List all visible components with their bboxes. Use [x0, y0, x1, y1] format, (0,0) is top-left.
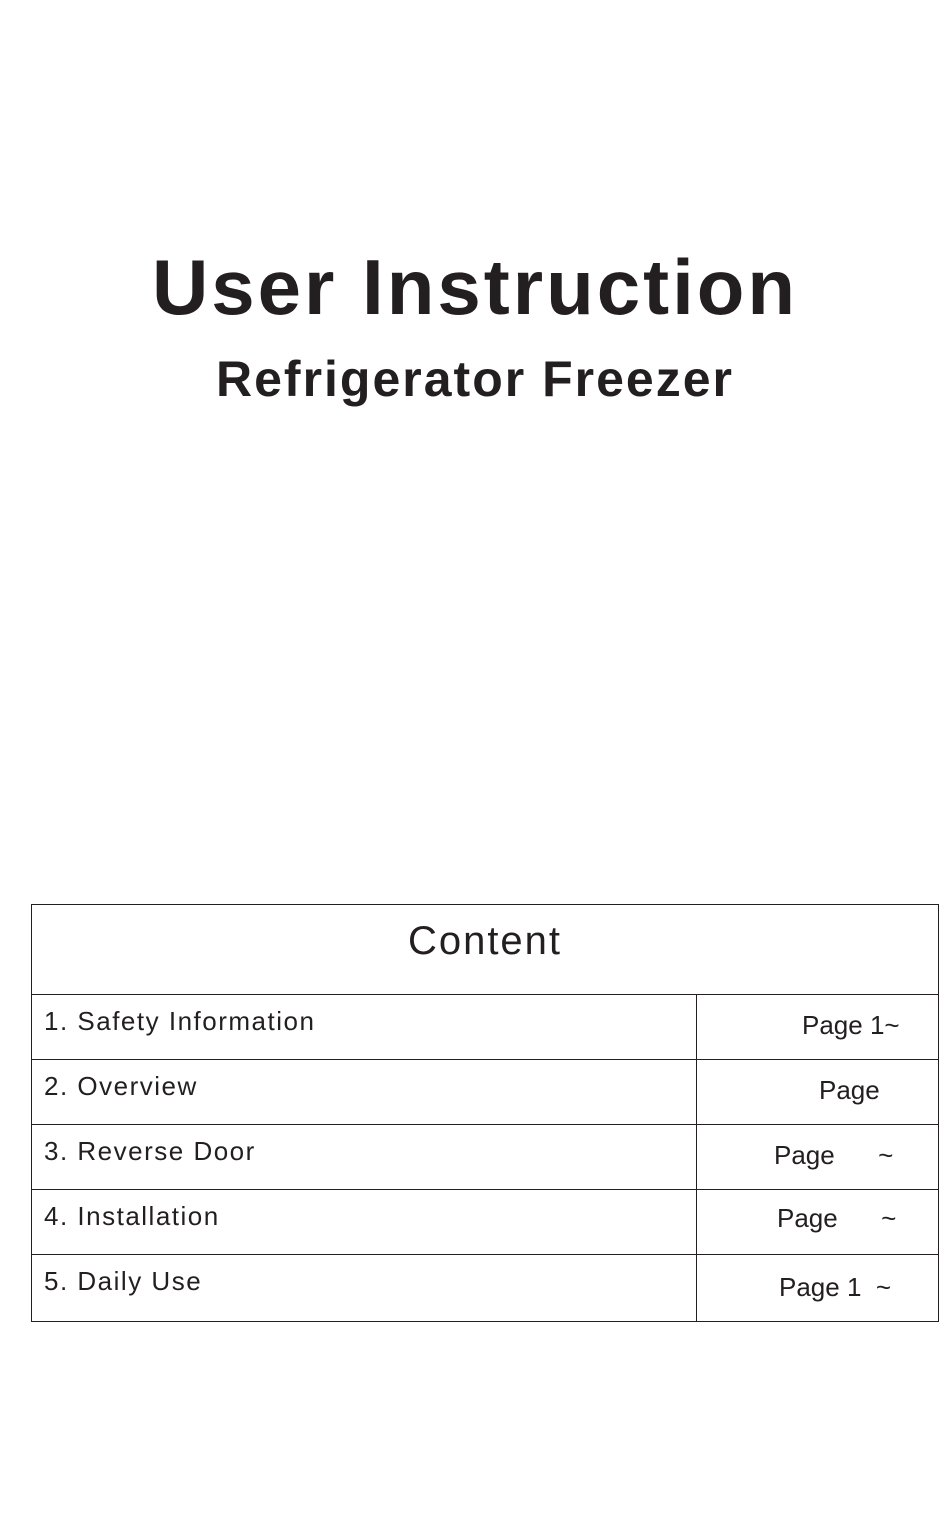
table-of-contents: [31, 904, 939, 1322]
toc-row-page-cell: [697, 1255, 938, 1321]
toc-row-label: 2. Overview: [32, 1060, 697, 1124]
toc-row-label: 4. Installation: [32, 1190, 697, 1254]
toc-row-label: 5. Daily Use: [32, 1255, 697, 1321]
toc-row-page: Page ~: [774, 1140, 894, 1170]
toc-row-page: Page 1 ~: [779, 1272, 892, 1302]
toc-row: [32, 1190, 938, 1255]
document-title: User Instruction: [151, 243, 799, 331]
toc-row-label: 3. Reverse Door: [32, 1125, 697, 1189]
toc-row-label: 1. Safety Information: [32, 995, 697, 1059]
toc-row-page-cell: [697, 1190, 938, 1254]
toc-row: [32, 995, 938, 1060]
toc-row-page: Page 1~: [802, 1010, 900, 1040]
toc-row-page-cell: [697, 995, 938, 1059]
toc-header-label: Content: [407, 919, 563, 963]
document-subtitle: Refrigerator Freezer: [216, 351, 734, 407]
toc-row-page-cell: [697, 1060, 938, 1124]
toc-row-page: Page: [819, 1075, 880, 1105]
toc-row: [32, 1125, 938, 1190]
toc-row: [32, 1060, 938, 1125]
toc-row-page-cell: [697, 1125, 938, 1189]
toc-header: [32, 905, 938, 995]
toc-row-page: Page ~: [777, 1203, 897, 1233]
toc-row: [32, 1255, 938, 1321]
